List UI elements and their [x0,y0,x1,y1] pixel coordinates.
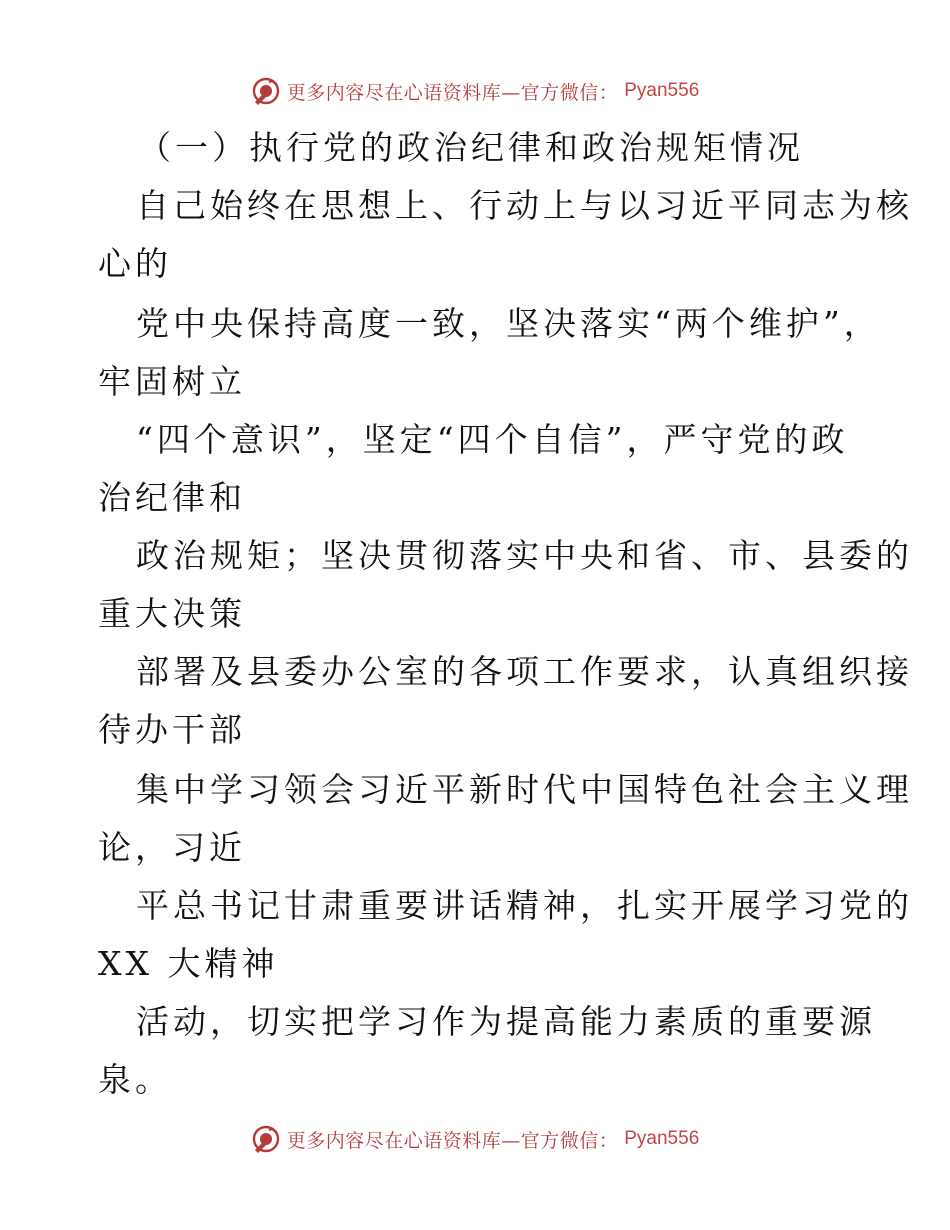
paragraph-line: 心的 [98,244,172,283]
paragraph-line: 自己始终在思想上、行动上与以习近平同志为核 [136,186,913,225]
paragraph-line: 待办干部 [98,710,246,749]
pen-seal-logo-icon [251,1124,281,1154]
paragraph-line: 牢固树立 [98,362,246,401]
pen-seal-logo-icon [251,76,281,106]
watermark-wechat-id: Pyan556 [624,80,700,101]
paragraph-line: XX 大精神 [98,944,279,983]
paragraph-line: 政治规矩；坚决贯彻落实中央和省、市、县委的 [136,536,913,575]
footer-watermark [0,1118,950,1160]
paragraph-line: 部署及县委办公室的各项工作要求，认真组织接 [136,652,913,691]
section-heading: （一）执行党的政治纪律和政治规矩情况 [138,128,804,167]
header-watermark [0,70,950,112]
paragraph-line: 活动，切实把学习作为提高能力素质的重要源 [136,1002,876,1041]
watermark-text: 更多内容尽在心语资料库—官方微信： [286,1129,619,1152]
paragraph-line: 集中学习领会习近平新时代中国特色社会主义理 [136,770,913,809]
paragraph-line: 党中央保持高度一致，坚决落实“两个维护”， [136,304,881,343]
paragraph-line: 论，习近 [98,828,246,867]
watermark-wechat-id: Pyan556 [624,1128,700,1149]
watermark-text: 更多内容尽在心语资料库—官方微信： [286,81,619,104]
paragraph-line: 泉。 [98,1060,172,1099]
paragraph-line: “四个意识”，坚定“四个自信”，严守党的政 [136,420,849,459]
paragraph-line: 治纪律和 [98,478,246,517]
paragraph-line: 重大决策 [98,594,246,633]
paragraph-line: 平总书记甘肃重要讲话精神，扎实开展学习党的 [136,886,913,925]
